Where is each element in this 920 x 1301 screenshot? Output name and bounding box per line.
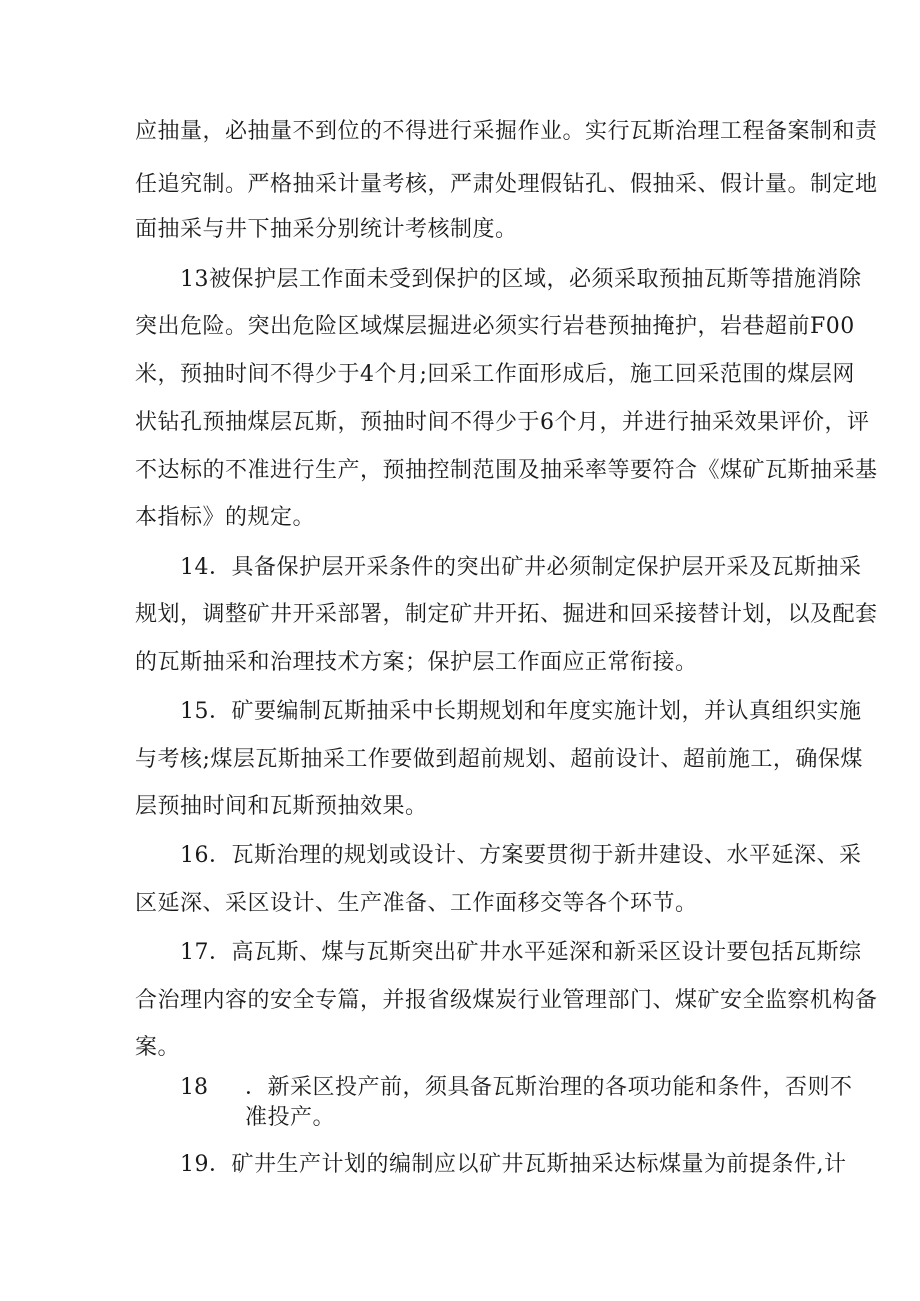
paragraph-line: 应抽量，必抽量不到位的不得进行采掘作业。实行瓦斯治理工程备案制和责 (135, 119, 878, 144)
paragraph-line: 案。 (135, 1035, 181, 1060)
paragraph-line: 的瓦斯抽采和治理技术方案；保护层工作面应正常衔接。 (135, 650, 698, 675)
paragraph-number: 18 (180, 1075, 208, 1100)
paragraph-line: 区延深、采区设计、生产准备、工作面移交等各个环节。 (135, 891, 698, 916)
paragraph-line: 面抽采与井下抽采分别统计考核制度。 (135, 217, 518, 242)
paragraph-line: 合治理内容的安全专篇，并报省级煤炭行业管理部门、煤矿安全监察机构备 (135, 988, 878, 1013)
paragraph-line: 准投产。 (245, 1105, 336, 1130)
paragraph-line: 16．瓦斯治理的规划或设计、方案要贯彻于新井建设、水平延深、采 (180, 843, 862, 868)
paragraph-line: 层预抽时间和瓦斯预抽效果。 (135, 794, 428, 819)
paragraph-line: 本指标》的规定。 (135, 505, 316, 530)
paragraph-line: 突出危险。突出危险区域煤层掘进必须实行岩巷预抽掩护，岩巷超前F00 (135, 314, 855, 339)
paragraph-line: 不达标的不准进行生产，预抽控制范围及抽采率等要符合《煤矿瓦斯抽采基 (135, 458, 878, 483)
paragraph-line: 19．矿井生产计划的编制应以矿井瓦斯抽采达标煤量为前提条件,计 (180, 1152, 847, 1177)
paragraph-line: 15．矿要编制瓦斯抽采中长期规划和年度实施计划，并认真组织实施 (180, 699, 862, 724)
paragraph-line: 状钻孔预抽煤层瓦斯，预抽时间不得少于6个月，并进行抽采效果评价，评 (135, 410, 870, 435)
paragraph-line: ．新采区投产前，须具备瓦斯治理的各项功能和条件，否则不 (245, 1075, 853, 1100)
paragraph-line: 17．高瓦斯、煤与瓦斯突出矿井水平延深和新采区设计要包括瓦斯综 (180, 940, 862, 965)
paragraph-line: 与考核;煤层瓦斯抽采工作要做到超前规划、超前设计、超前施工，确保煤 (135, 747, 863, 772)
paragraph-line: 14．具备保护层开采条件的突出矿井必须制定保护层开采及瓦斯抽采 (180, 555, 862, 580)
paragraph-line: 13被保护层工作面未受到保护的区域，必须采取预抽瓦斯等措施消除 (180, 267, 862, 292)
paragraph-line: 任追究制。严格抽采计量考核，严肃处理假钻孔、假抽采、假计量。制定地 (135, 172, 878, 197)
paragraph-line: 米，预抽时间不得少于4个月;回采工作面形成后，施工回采范围的煤层网 (135, 362, 855, 387)
paragraph-line: 规划，调整矿井开采部署，制定矿井开拓、掘进和回采接替计划，以及配套 (135, 602, 878, 627)
